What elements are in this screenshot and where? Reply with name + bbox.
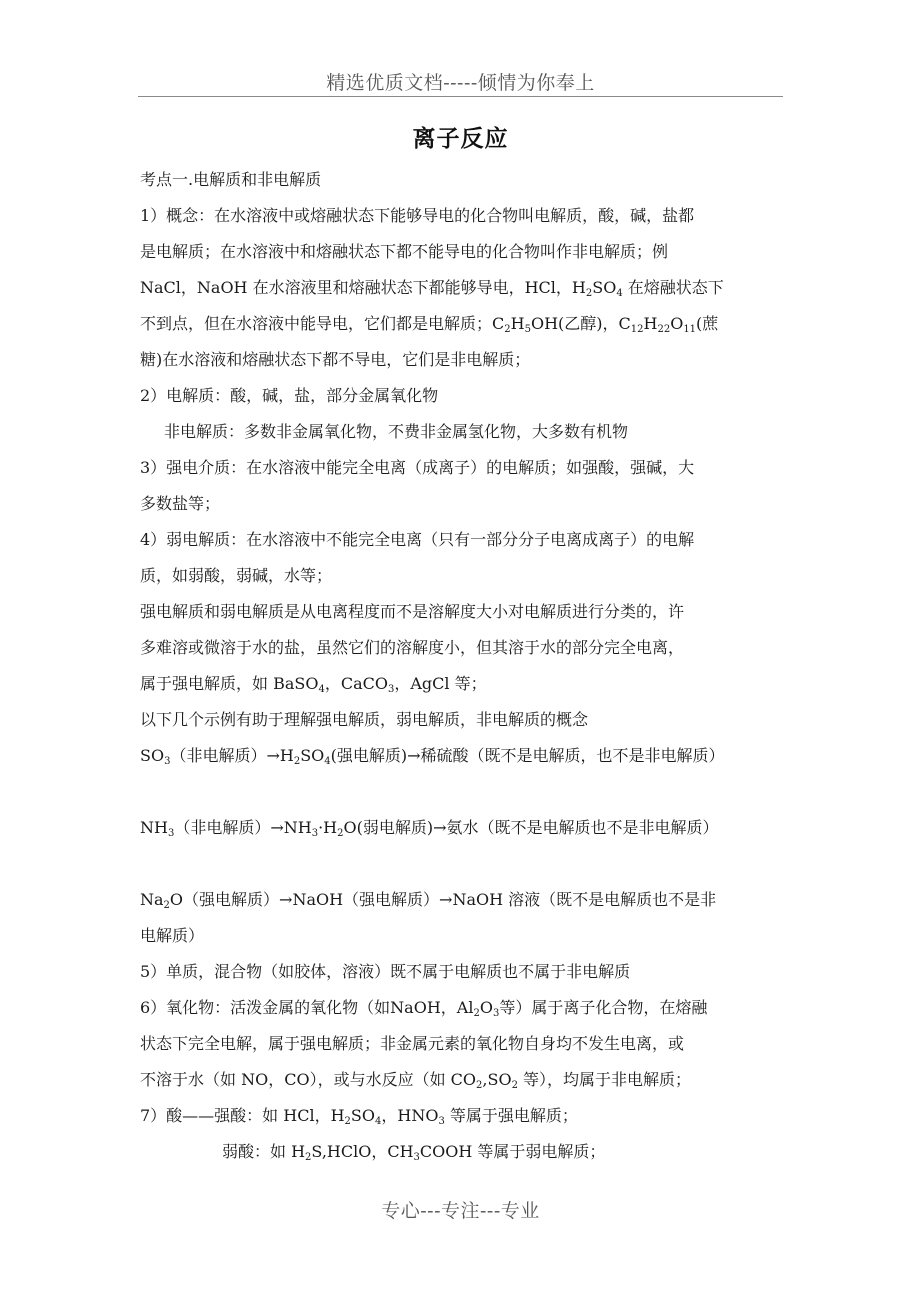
paragraph-line: 4）弱电解质：在水溶液中不能完全电离（只有一部分分子电离成离子）的电解 xyxy=(140,530,695,549)
blank-line xyxy=(140,774,800,810)
paragraph-line: 弱酸：如 $H_2S,HClO$，$CH_3COOH$ 等属于弱电解质； xyxy=(222,1142,606,1163)
paragraph-line: 非电解质：多数非金属氧化物，不费非金属氢化物，大多数有机物 xyxy=(164,422,629,441)
paragraph-line: 7）酸——强酸：如 HCl，$H_2SO_4$，$HNO_3$ 等属于强电解质； xyxy=(140,1106,578,1127)
paragraph-line: 电解质） xyxy=(140,926,205,945)
paragraph-line: 6）氧化物：活泼金属的氧化物（如NaOH，$Al_2O_3$等）属于离子化合物，在熔融 xyxy=(140,998,708,1019)
paragraph-line: 质，如弱酸，弱碱，水等； xyxy=(140,566,333,585)
paragraph-line: 强电解质和弱电解质是从电离程度而不是溶解度大小对电解质进行分类的，许 xyxy=(140,602,685,621)
header-divider xyxy=(138,96,783,97)
page-header: 精选优质文档-----倾情为你奉上 xyxy=(326,72,595,94)
paragraph-line: 属于强电解质，如 BaSO$_4$，CaCO$_3$，AgCl 等； xyxy=(140,674,487,695)
paragraph-line: 3）强电介质：在水溶液中能完全电离（成离子）的电解质；如强酸，强碱，大 xyxy=(140,458,695,477)
paragraph-line: 以下几个示例有助于理解强电解质，弱电解质，非电解质的概念 xyxy=(140,710,589,729)
paragraph-line: 糖)在水溶液和熔融状态下都不导电，它们是非电解质； xyxy=(140,350,531,369)
section-heading: 考点一.电解质和非电解质 xyxy=(140,170,322,189)
paragraph-line: 是电解质；在水溶液中和熔融状态下都不能导电的化合物叫作非电解质；例 xyxy=(140,242,669,261)
paragraph-line: 5）单质，混合物（如胶体，溶液）既不属于电解质也不属于非电解质 xyxy=(140,962,631,981)
example-line: $SO_3$（非电解质）$\to H_2SO_4$(强电解质)→稀硫酸（既不是电解质，也不是非电解质） xyxy=(140,746,725,767)
document-title: 离子反应 xyxy=(412,125,509,152)
paragraph-line: NaCl，NaOH 在水溶液里和熔融状态下都能够导电，HCl，$H_2SO_4$ 在熔融状态下 xyxy=(140,278,724,299)
example-line: $Na_2O$（强电解质）→NaOH（强电解质）→NaOH 溶液（既不是电解质也不是非 xyxy=(140,890,717,911)
paragraph-line: 1）概念：在水溶液中或熔融状态下能够导电的化合物叫电解质，酸，碱，盐都 xyxy=(140,206,695,225)
blank-line xyxy=(140,846,800,882)
paragraph-line: 不溶于水（如 NO，CO），或与水反应（如 $CO_2,SO_2$ 等），均属于非电解质； xyxy=(140,1070,692,1091)
paragraph-line: 2）电解质：酸，碱，盐，部分金属氧化物 xyxy=(140,386,439,405)
paragraph-line: 多数盐等； xyxy=(140,494,221,513)
paragraph-line: 状态下完全电解，属于强电解质；非金属元素的氧化物自身均不发生电离，或 xyxy=(140,1034,685,1053)
paragraph-line: 多难溶或微溶于水的盐，虽然它们的溶解度小，但其溶于水的部分完全电离， xyxy=(140,638,685,657)
example-line: $NH_3$（非电解质）$\to NH_3\cdot H_2O$(弱电解质)→氨水（既不是电解质也不是非电解质） xyxy=(140,818,719,839)
document-body xyxy=(140,162,800,1170)
page-footer: 专心---专注---专业 xyxy=(381,1200,540,1222)
paragraph-line: 不到点，但在水溶液中能导电，它们都是电解质；$C_2H_5OH$(乙醇)，$C_{12}H_{22}O_{11}$(蔗 xyxy=(140,314,719,335)
